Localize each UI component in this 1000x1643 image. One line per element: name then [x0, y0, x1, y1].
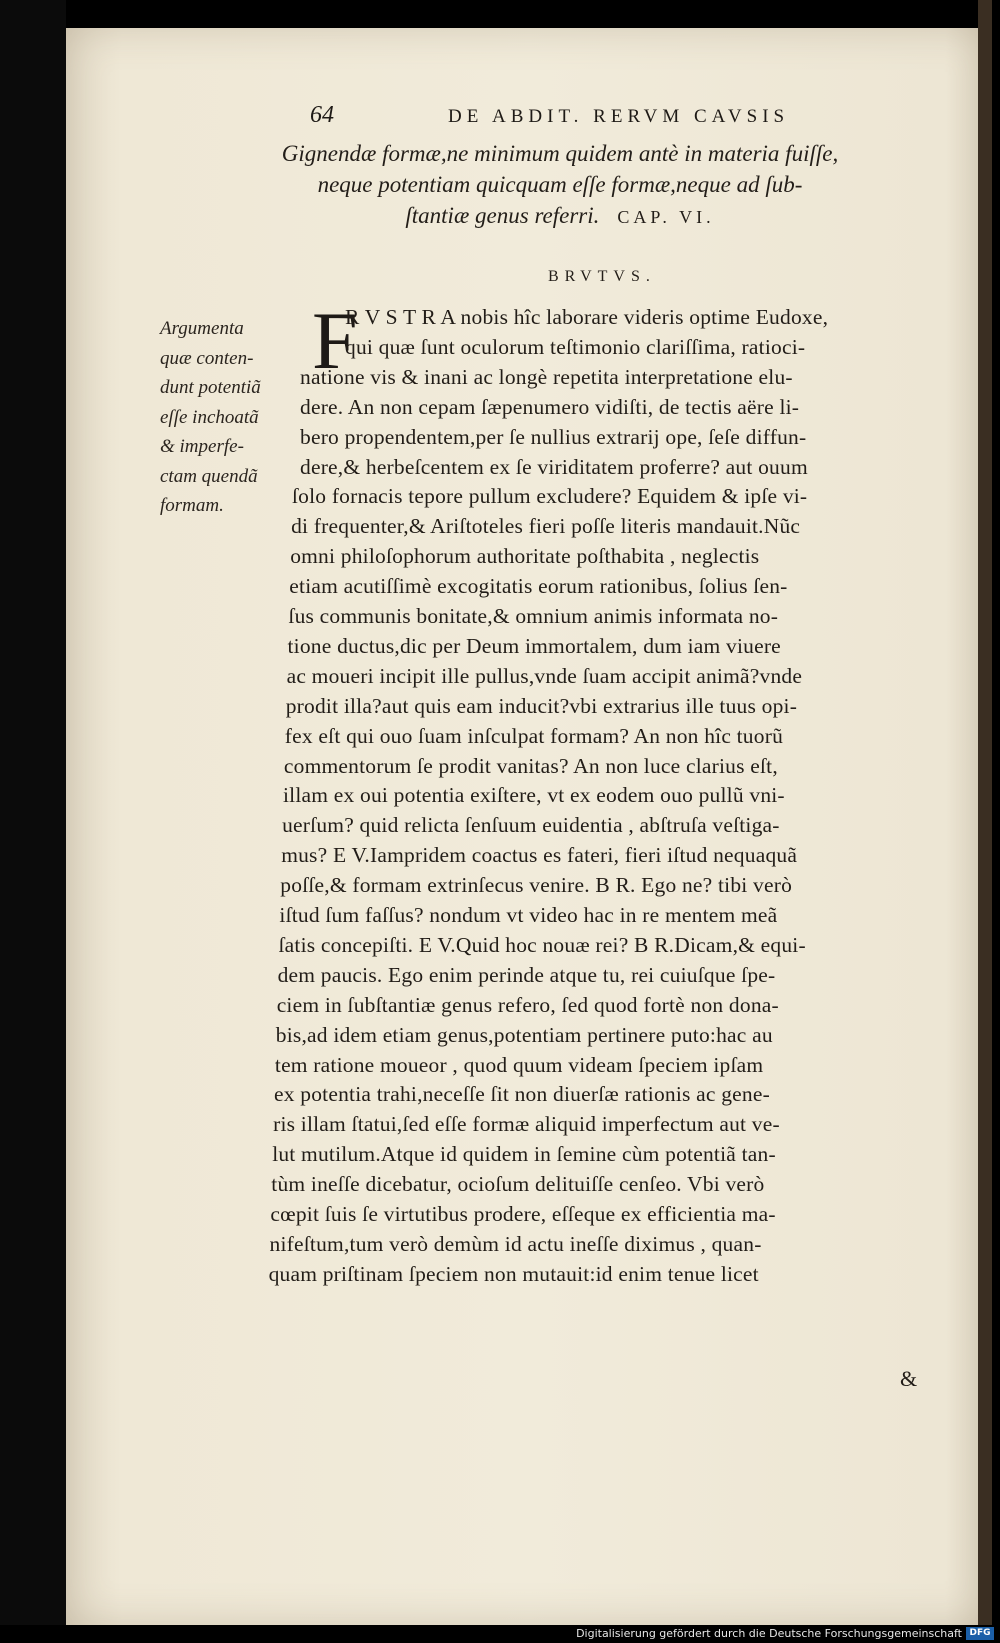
body-line: commentorum ſe prodit vanitas? An non luce clarius eſt, [283, 753, 778, 778]
body-line: poſſe,& formam extrinſecus venire. B R. Ego ne? tibi verò [280, 873, 793, 898]
catchword: & [900, 1366, 918, 1391]
marginal-note-line: formam. [160, 495, 224, 516]
body-line: prodit illa?aut quis eam inducit?vbi extrarius ille tuus opi- [285, 693, 798, 718]
marginal-note-line: & imperfe- [160, 436, 244, 457]
marginal-note-line: dunt potentiã [160, 377, 261, 398]
body-line: mus? E V.Iampridem coactus es fateri, fieri iſtud nequaquã [281, 843, 798, 868]
body-line: bero propendentem,per ſe nullius extrarij ope, ſeſe diffun- [300, 424, 807, 449]
chapter-summary-line: Gignendæ formæ,ne minimum quidem antè in materia fuiſſe, [281, 141, 839, 166]
body-line: ſus communis bonitate,& omnium animis informata no- [288, 604, 779, 628]
body-line: etiam acutiſſimè excogitatis eorum rationibus, ſolius ſen- [289, 574, 788, 599]
body-line: dere. An non cepam ſæpenumero vidiſti, de tectis aëre li- [300, 394, 800, 419]
body-line: ris illam ſtatui,ſed eſſe formæ aliquid imperfectum aut ve- [273, 1112, 780, 1137]
body-line: dere,& herbeſcentem ex ſe viriditatem proferre? aut ouum [300, 454, 808, 479]
body-line: natione vis & inani ac longè repetita interpretatione elu- [300, 364, 793, 389]
body-line: cœpit ſuis ſe virtutibus prodere, eſſeque ex efficientia ma- [270, 1202, 776, 1226]
body-line: tem ratione moueor , quod quum videam ſpeciem ipſam [274, 1052, 764, 1077]
body-line: quam priſtinam ſpeciem non mutauit:id enim tenue licet [268, 1261, 759, 1286]
speaker-heading: BRVTVS. [548, 268, 656, 285]
marginal-note-line: eſſe inchoatã [160, 406, 259, 428]
body-line: ex potentia trahi,neceſſe ſit non diuerſæ rationis ac gene- [274, 1082, 770, 1107]
dfg-logo: DFG [966, 1627, 994, 1640]
body-line: ſolo fornacis tepore pullum excludere? Equidem & ipſe vi- [292, 484, 808, 509]
body-line: bis,ad idem etiam genus,potentiam pertinere puto:hac au [275, 1022, 773, 1047]
body-line: qui quæ ſunt oculorum teſtimonio clariſſima, ratioci- [345, 334, 806, 359]
body-line: di frequenter,& Ariſtoteles fieri poſſe literis mandauit.Nũc [291, 514, 801, 539]
body-line: lut mutilum.Atque id quidem in ſemine cùm potentiã tan- [272, 1142, 776, 1167]
running-head: DE ABDIT. RERVM CAVSIS [448, 106, 790, 127]
body-line: R V S T R A nobis hîc laborare videris optime Eudoxe, [345, 305, 829, 329]
body-line: fex eſt qui ouo ſuam inſculpat formam? An non hîc tuorũ [284, 723, 784, 748]
body-line: omni philoſophorum authoritate poſthabita , neglectis [290, 544, 760, 569]
body-line: dem paucis. Ego enim perinde atque tu, rei cuiuſque ſpe- [277, 962, 776, 987]
page-number: 64 [310, 102, 334, 128]
body-line: illam ex oui potentia exiſtere, vt ex eodem ouo pullũ vni- [283, 783, 785, 808]
drop-cap: F [312, 295, 358, 386]
body-line: tione ductus,dic per Deum immortalem, dum iam viuere [287, 633, 781, 658]
chapter-label: CAP. VI. [617, 207, 715, 227]
body-line: ſatis concepiſti. E V.Quid hoc nouæ rei? B R.Dicam,& equi- [278, 932, 806, 957]
chapter-summary-line: neque potentiam quicquam eſſe formæ,neque ad ſub- [317, 172, 803, 197]
body-line: ac moueri incipit ille pullus,vnde ſuam accipit animã?vnde [286, 663, 803, 688]
body-line: iſtud ſum faſſus? nondum vt video hac in re mentem meã [279, 903, 778, 927]
body-line: nifeſtum,tum verò demùm id actu ineſſe diximus , quan- [269, 1231, 762, 1256]
body-line: ciem in ſubſtantiæ genus refero, ſed quod fortè non dona- [276, 992, 779, 1017]
marginal-note-line: ctam quendã [160, 465, 258, 487]
body-line: uerſum? quid relicta ſenſuum euidentia , abſtruſa veſtiga- [282, 813, 780, 838]
marginal-note-line: quæ conten- [160, 347, 254, 369]
body-line: tùm ineſſe dicebatur, ocioſum delituiſſe cenſeo. Vbi verò [271, 1172, 765, 1197]
marginal-note-line: Argumenta [160, 318, 244, 339]
footer-credit: Digitalisierung gefördert durch die Deutsche Forschungsgemeinschaft [576, 1627, 962, 1640]
chapter-summary-text: ſtantiæ genus referri. [405, 203, 600, 228]
